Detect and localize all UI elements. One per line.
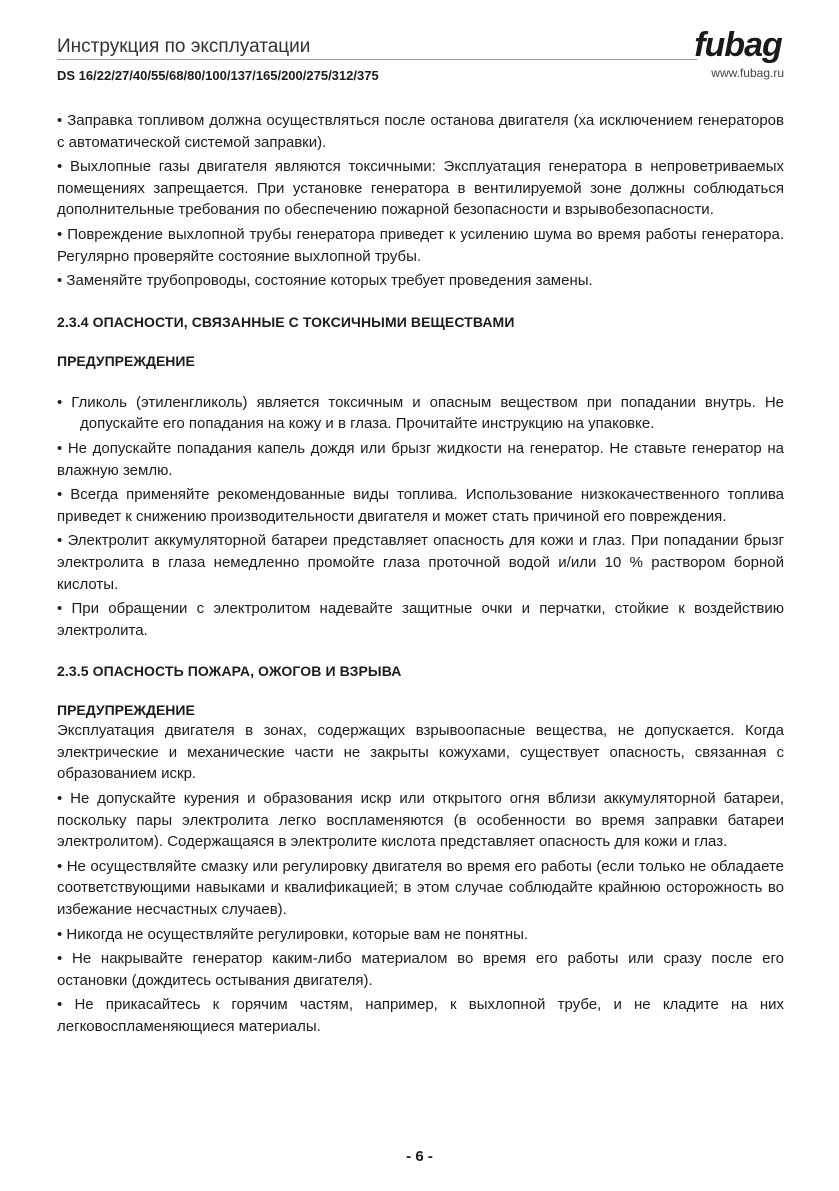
brand-logo [692, 22, 784, 66]
page-content [57, 110, 784, 1041]
warning-heading: ПРЕДУПРЕЖДЕНИЕ [57, 702, 195, 719]
list-item: • Не осуществляйте смазку или регулировку двигателя во время его работы (если только не обладаете соответствующими навыками и квалификацией; в этом случае соблюдайте крайнюю осторожность во избежание несчастных случаев). [57, 857, 784, 919]
list-item: • Никогда не осуществляйте регулировки, которые вам не понятны. [57, 925, 529, 943]
list-item: • Не допускайте попадания капель дождя или брызг жидкости на генератор. Не ставьте генератор на влажную землю. [57, 439, 784, 479]
page-number: - 6 - [406, 1148, 433, 1165]
list-item: • Не допускайте курения и образования искр или открытого огня вблизи аккумуляторной батареи, поскольку пары электролита легко воспламеняются (в особенности во время заправки батареи электролитом). Содержащаяся в электролите кислота представляет опасность для кожи и глаз. [57, 790, 784, 851]
list-item: • Не прикасайтесь к горячим частям, например, к выхлопной трубе, и не кладите на них легковоспламеняющиеся материалы. [57, 996, 784, 1035]
list-item: • Заправка топливом должна осуществляться после останова двигателя (ха исключением генераторов с автоматической системой заправки). [57, 112, 784, 151]
list-item: • Гликоль (этиленгликоль) является токсичным и опасным веществом при попадании внутрь. Не допускайте его попадания на кожу и в глаза. Прочитайте инструкцию на упаковке. [57, 393, 784, 433]
section-heading-2-3-5: 2.3.5 ОПАСНОСТЬ ПОЖАРА, ОЖОГОВ И ВЗРЫВА [57, 663, 402, 680]
section-intro: Эксплуатация двигателя в зонах, содержащих взрывоопасные вещества, не допускается. Когда электрические и механические части не закрыты кожухами, существует опасность, связанная с образованием искр. [57, 722, 784, 783]
website-url: www.fubag.ru [711, 66, 784, 80]
list-item: • Не накрывайте генератор каким-либо материалом во время его работы или сразу после его остановки (дождитесь остывания двигателя). [57, 950, 784, 989]
list-item: • При обращении с электролитом надевайте защитные очки и перчатки, стойкие к воздействию электролита. [57, 600, 784, 639]
list-item: • Выхлопные газы двигателя являются токсичными: Эксплуатация генератора в непроветриваемых помещениях запрещается. При установке генератора в вентилируемой зоне должны соблюдаться дополнительные требования по обеспечению пожарной безопасности и взрывобезопасности. [57, 158, 784, 219]
list-item: • Электролит аккумуляторной батареи представляет опасность для кожи и глаз. При попадании брызг электролита в глаза немедленно промойте глаза проточной водой и/или 10 % раствором борной кислоты. [57, 532, 784, 593]
list-item: • Заменяйте трубопроводы, состояние которых требует проведения замены. [57, 272, 593, 290]
list-item: • Всегда применяйте рекомендованные виды топлива. Использование низкокачественного топлива приведет к снижению производительности двигателя и может стать причиной его повреждения. [57, 486, 784, 525]
section-heading-2-3-4: 2.3.4 ОПАСНОСТИ, СВЯЗАННЫЕ С ТОКСИЧНЫМИ ВЕЩЕСТВАМИ [57, 313, 515, 330]
header-rule [57, 59, 697, 60]
list-item: • Повреждение выхлопной трубы генератора приведет к усилению шума во время работы генератора. Регулярно проверяйте состояние выхлопной трубы. [57, 225, 784, 265]
warning-heading: ПРЕДУПРЕЖДЕНИЕ [57, 352, 195, 369]
page-header [57, 0, 784, 110]
logo-wordmark: fubag [694, 26, 782, 64]
model-list: DS 16/22/27/40/55/68/80/100/137/165/200/275/312/375 [57, 68, 379, 83]
document-title: Инструкция по эксплуатации [57, 36, 311, 57]
